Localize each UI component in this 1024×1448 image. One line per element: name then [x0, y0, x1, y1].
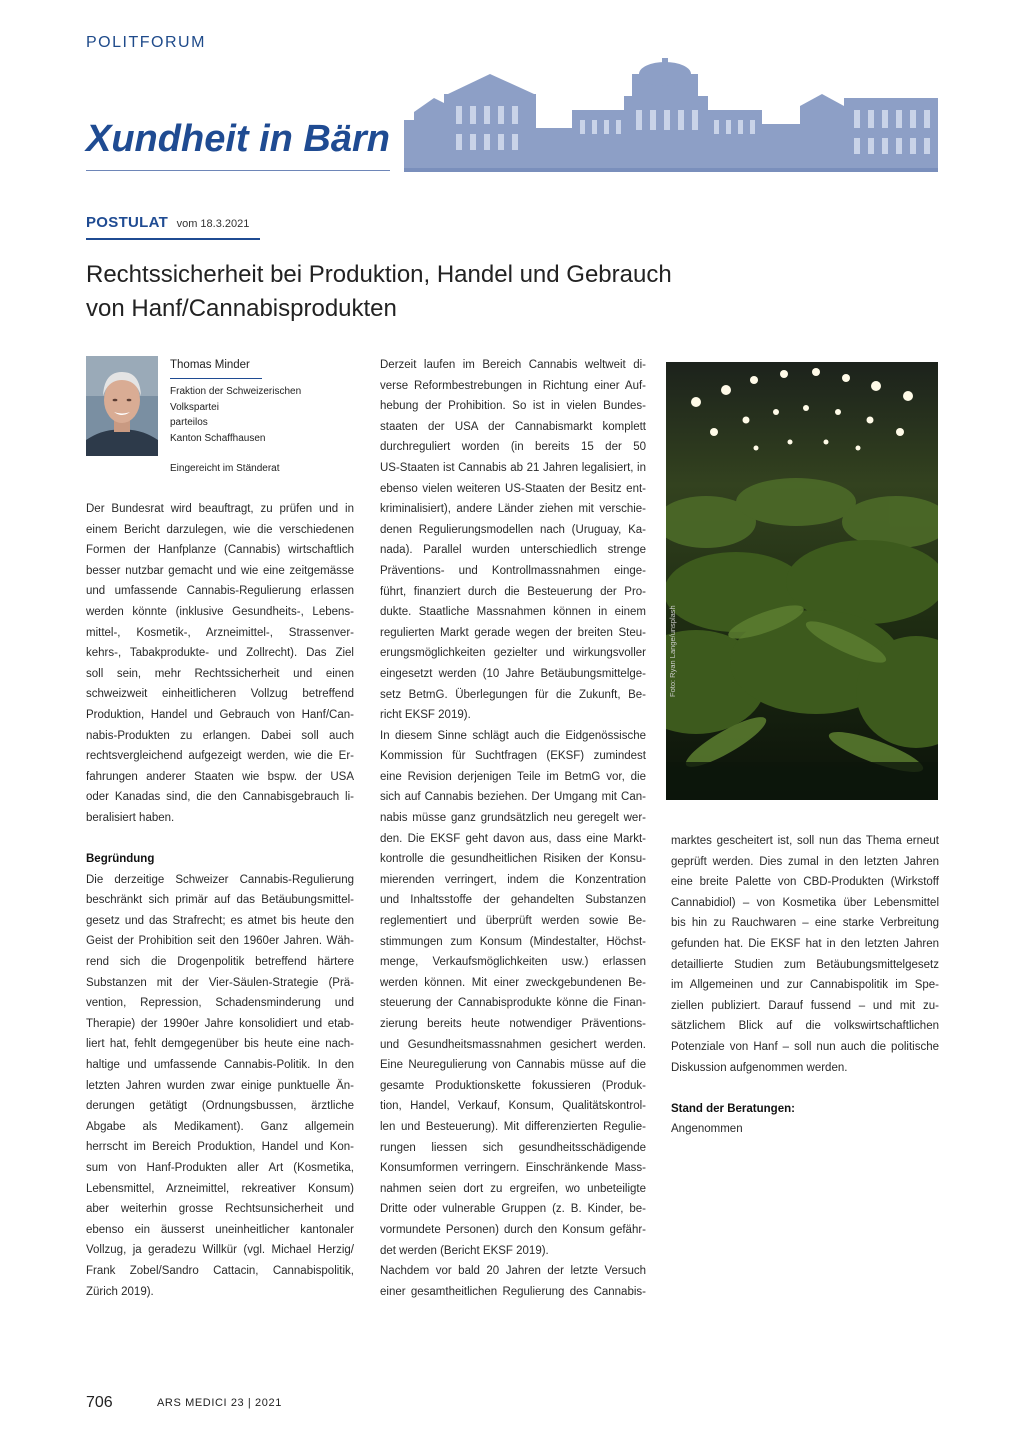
section-heading: Begründung: [86, 853, 155, 866]
text-column-1: [86, 499, 354, 1302]
text-line: ebenso ein äusserst uneinheitlicher kantonaler: [86, 1223, 354, 1236]
cannabis-plants-photo: [666, 362, 938, 800]
headline-line: Rechtssicherheit bei Produktion, Handel und Gebrauch: [86, 261, 672, 288]
text-line: sich auf Cannabis beziehen. Der Umgang mit Can-: [380, 791, 646, 804]
author-portrait-photo: [86, 356, 158, 456]
text-line: staaten der USA der Cannabismarkt komplett: [380, 420, 646, 433]
text-line: Geist der Prohibition seit den 1960er Jahren. Wäh-: [86, 935, 354, 948]
text-line: Die derzeitige Schweizer Cannabis-Regulierung: [86, 873, 354, 886]
author-name: Thomas Minder: [170, 359, 250, 371]
text-line: setz BetmG. Überlegungen für die Zukunft, Be-: [380, 688, 646, 701]
text-line: Derzeit laufen im Bereich Cannabis weltweit di-: [380, 359, 646, 371]
text-line: einer gesamtheitlichen Regulierung des Cannabis-: [380, 1285, 646, 1298]
text-line: det werden (Bericht EKSF 2019).: [380, 1244, 549, 1257]
text-line: Produktion, Handel und Gebrauch von Hanf/Can-: [86, 708, 354, 721]
parliament-skyline-image: [404, 58, 938, 172]
section-label: POLITFORUM: [86, 34, 206, 51]
text-line: geprüft werden. Dies zumal in den letzten Jahren: [671, 855, 939, 868]
author-divider: [170, 378, 262, 379]
text-line: Präventions- und Kontrollmassnahmen einge-: [380, 564, 646, 577]
text-line: kehrs-, Tabakprodukte- und Zollrecht). Das Ziel: [86, 647, 354, 660]
text-line: nahmen seien dort zu ergreifen, wo unbeteiligte: [380, 1182, 646, 1195]
text-line: In diesem Sinne schlägt auch die Eidgenössische: [380, 729, 646, 742]
text-line: mierenden verringert, indem die Konzentration: [380, 873, 646, 886]
text-line: dukte. Staatliche Massnahmen können in einem: [380, 606, 646, 619]
text-line: beschränkt sich primär auf das Betäubungsmittel-: [86, 894, 354, 907]
author-detail: Volkspartei: [170, 401, 219, 413]
photo-credit: Foto: Ryan Lange/unsplash: [668, 605, 677, 697]
text-line: und Gesundheitsmassnahmen gesichert werden.: [380, 1038, 646, 1051]
text-line: liert hat, fehlt demgegenüber bis heute eine nach-: [86, 1038, 354, 1051]
text-line: fahrungen anderer Staaten wie bspw. der USA: [86, 770, 354, 783]
text-line: Angenommen: [671, 1123, 743, 1136]
text-line: US-Staaten ist Cannabis ab 21 Jahren legalisiert, in: [380, 461, 646, 474]
text-line: Substanzen mit der Vier-Säulen-Strategie (Prä-: [86, 976, 354, 989]
text-line: verse Reformbestrebungen in Richtung einer Auf-: [380, 379, 646, 392]
text-line: hebung der Prohibition. So ist in vielen Bundes-: [380, 400, 646, 413]
text-line: herrscht im Bereich Produktion, Handel und Kon-: [86, 1141, 354, 1154]
postulat-divider: [86, 238, 260, 240]
text-line: Therapie) der 1990er Jahre konsolidiert und etab-: [86, 1017, 354, 1030]
section-heading: Stand der Beratungen:: [671, 1102, 795, 1115]
text-line: und Inhaltsstoffe der gehandelten Substanzen: [380, 894, 646, 907]
text-line: vention, Repression, Schadensminderung und: [86, 997, 354, 1010]
submitted-note: Eingereicht im Ständerat: [170, 463, 280, 474]
postulat-header: [86, 214, 249, 232]
text-line: bis hin zu Rauchwaren – eine starke Verbreitung: [671, 917, 939, 930]
text-line: steuerung der Cannabisprodukte könne die Finan-: [380, 997, 646, 1010]
text-line: Der Bundesrat wird beauftragt, zu prüfen und in: [86, 503, 354, 515]
text-line: Dritte oder vulnerable Gruppen (z. B. Kinder, be-: [380, 1203, 646, 1216]
text-line: kontrolle die gesundheitlichen Risiken der Konsu-: [380, 853, 646, 866]
text-line: nada). Parallel wurden unterschiedlich strenge: [380, 544, 646, 557]
text-line: führt, finanziert durch die Besteuerung der Pro-: [380, 585, 646, 598]
text-line: Konsumformen verringern. Einschränkende Mass-: [380, 1162, 646, 1175]
text-line: kriminalisiert), andere Länder ziehen mit verschie-: [380, 503, 646, 516]
text-line: vormundete Personen) durch den Konsum gefähr-: [380, 1223, 646, 1236]
author-detail: Fraktion der Schweizerischen: [170, 386, 302, 397]
text-line: denen Regulierungsmodellen nach (Uruguay, Ka-: [380, 523, 646, 536]
text-line: besser nutzbar gemacht und wie eine zeitgemässe: [86, 564, 354, 577]
headline-line: von Hanf/Cannabisprodukten: [86, 295, 397, 322]
article-headline: [86, 258, 806, 326]
text-line: eingesetzt werden (10 Jahre Betäubungsmittelge-: [380, 667, 646, 680]
text-line: erungsmöglichkeiten gezielter und wirkungsvoller: [380, 647, 646, 660]
text-line: Nachdem vor bald 20 Jahren der letzte Versuch: [380, 1265, 646, 1278]
text-line: rend sich die Drogenpolitik betreffend härtere: [86, 956, 354, 969]
text-column-3: [671, 831, 939, 1140]
text-line: im Allgemeinen und zur Cannabispolitik im Spe-: [671, 979, 939, 992]
text-line: gesamte Produktionskette fokussieren (Produk-: [380, 1079, 646, 1092]
text-line: regulierten Markt gerade wegen der breiten Steu-: [380, 626, 646, 639]
text-line: sum von Hanf-Produkten aller Art (Kosmetika,: [86, 1162, 354, 1174]
text-line: Diskussion aufgenommen werden.: [671, 1061, 848, 1074]
page-number: 706: [86, 1394, 113, 1411]
text-line: eine breite Palette von CBD-Produkten (Wirkstoff: [671, 876, 939, 889]
text-line: eine Revision derjenigen Teile im BetmG vor, die: [380, 770, 646, 783]
title-divider: [86, 170, 390, 171]
text-line: marktes gescheitert ist, soll nun das Thema erneut: [671, 835, 939, 847]
text-line: letzten Jahren wurden zwar einige punktuelle Än-: [86, 1079, 354, 1092]
text-line: gefunden hat. Die EKSF hat in den letzten Jahren: [671, 937, 939, 950]
text-line: Kommission für Suchtfragen (EKSF) zumindest: [380, 750, 646, 763]
text-line: haltige und umfassende Cannabis-Politik. In den: [86, 1059, 354, 1072]
text-line: schweizweit einheitlicheren Vollzug betreffend: [86, 688, 354, 701]
text-line: werden können. Mit einer zweckgebundenen Be-: [380, 976, 646, 989]
text-column-2: [380, 355, 646, 1302]
paragraph-gap: [86, 829, 354, 850]
text-line: Eine Neuregulierung von Cannabis müsse auf die: [380, 1059, 646, 1072]
text-line: stimmungen zum Konsum (Mindestalter, Höchst-: [380, 935, 646, 948]
text-line: rechtsvergleichend aufgezeigt werden, wie die Er-: [86, 750, 354, 763]
text-line: nabis-Produkten zu erlangen. Dabei soll auch: [86, 729, 354, 742]
text-line: tion, Handel, Verkauf, Konsum, Qualitätskontrol-: [380, 1100, 646, 1113]
text-line: und umfassende Cannabis-Regulierung erlassen: [86, 585, 354, 598]
text-line: mittel-, Kosmetik-, Arzneimittel-, Strassenver-: [86, 626, 354, 639]
postulat-date: vom 18.3.2021: [176, 218, 250, 230]
text-line: einem Bericht darzulegen, wie die verschiedenen: [86, 523, 354, 536]
text-line: Frank Zobel/Sandro Cattacin, Cannabispolitik,: [86, 1264, 354, 1277]
text-line: beralisiert haben.: [86, 811, 175, 824]
text-line: Vollzug, ja geradezu Willkür (vgl. Michael Herzig/: [86, 1244, 354, 1257]
page-title: Xundheit in Bärn: [86, 118, 390, 160]
author-detail: parteilos: [170, 417, 208, 428]
text-line: detaillierte Studien zum Betäubungsmittelgesetz: [671, 958, 939, 971]
text-line: ziellen publiziert. Darauf fussend – und mit zu-: [671, 999, 939, 1012]
journal-issue: ARS MEDICI 23 | 2021: [157, 1397, 282, 1409]
text-line: aber weiterhin grosse Rechtsunsicherheit und: [86, 1203, 354, 1216]
text-line: oder Kanadas sind, die den Cannabisgebrauch li-: [86, 791, 354, 804]
text-line: reglementiert und überprüft werden sowie Be-: [380, 915, 646, 928]
text-line: ebenso vielen weiteren US-Staaten der Besitz ent-: [380, 482, 646, 495]
text-line: soll sein, mehr Rechtssicherheit und einen: [86, 667, 354, 680]
author-detail: Kanton Schaffhausen: [170, 432, 266, 444]
author-affiliation: [170, 384, 301, 446]
text-line: rungen liessen sich gesundheitsschädigende: [380, 1141, 646, 1154]
text-line: nabis müsse ganz grundsätzlich neu geregelt wer-: [380, 812, 646, 825]
text-line: Lebensmittel, Arzneimittel, rekreativer Konsum): [86, 1182, 354, 1195]
text-line: Formen der Hanfplanze (Cannabis) wirtschaftlich: [86, 544, 354, 557]
text-line: zierung bereits heute notwendiger Präventions-: [380, 1018, 646, 1030]
text-line: Cannabidiol) – von Kosmetika über Lebensmittel: [671, 896, 939, 909]
paragraph-gap: [671, 1078, 939, 1099]
text-line: richt EKSF 2019).: [380, 709, 471, 722]
text-line: menge, Verkaufsmöglichkeiten usw.) erlassen: [380, 956, 646, 969]
text-line: Zürich 2019).: [86, 1285, 154, 1298]
text-line: len und Besteuerung). Mit differenzierten Regulie-: [380, 1120, 646, 1133]
text-line: Potenziale von Hanf – soll nun auch die politische: [671, 1040, 939, 1053]
text-line: durchreguliert worden (in bereits 15 der 50: [380, 441, 646, 454]
postulat-label: POSTULAT: [86, 214, 169, 231]
text-line: werden könnte (inklusive Gesundheits-, Lebens-: [86, 605, 354, 618]
text-line: den. Die EKSF geht davon aus, dass eine Markt-: [380, 832, 646, 845]
text-line: sätzlichem Blick auf die volkswirtschaftlichen: [671, 1020, 939, 1033]
text-line: derungen getätigt (Ordnungsbussen, ärztliche: [86, 1100, 354, 1113]
text-line: Abgabe als Medikament). Ganz allgemein: [86, 1120, 354, 1133]
text-line: gesetz und das Strafrecht; es atmet bis heute den: [86, 914, 354, 927]
